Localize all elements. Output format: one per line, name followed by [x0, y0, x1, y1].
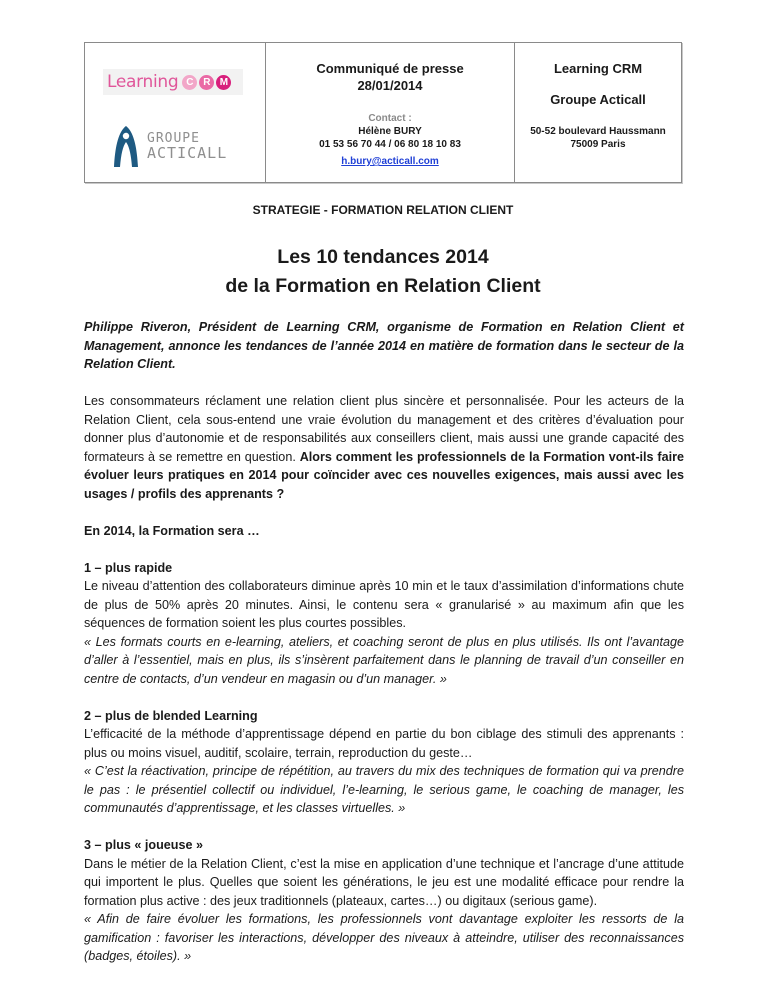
page-title [84, 243, 682, 301]
lead-paragraph [84, 392, 684, 503]
company-address-line1: 50-52 boulevard Haussmann [530, 126, 666, 137]
company-address-line2: 75009 Paris [570, 139, 626, 150]
lead-question: Alors comment les professionnels de la Formation vont-ils faire évoluer leurs pratiques en 2014 pour coïncider avec ces nouvelles exigences, mais aussi avec les usages / profils des apprenants ? [84, 449, 684, 501]
section-1 [84, 559, 684, 689]
logo-letter-m: M [216, 75, 231, 90]
section-title: 2 – plus de blended Learning [84, 708, 258, 723]
logo-letter-r: R [199, 75, 214, 90]
contact-email-link[interactable]: h.bury@acticall.com [341, 156, 439, 167]
section-text: L’efficacité de la méthode d’apprentissage dépend en partie du bon ciblage des stimuli des apprenants : plus ou moins visuel, auditif, scolaire, terrain, reproduction du geste… [84, 727, 684, 760]
section-quote: « C’est la réactivation, principe de répétition, au travers du mix des techniques de formation qui va prendre le pas : le présentiel collectif ou individuel, l’e-learning, le serious game, le coaching de manager, les communautés d’apprentissage, et les classes virtuelles. » [84, 764, 684, 815]
section-quote: « Les formats courts en e-learning, ateliers, et coaching seront de plus en plus utilisés. Ils ont l’avantage d’aller à l’essentiel, mais en plus, ils s’insèrent parfaitement dans le planning de travail d’un conseiller en centre de contacts, d’un vendeur en magasin ou d’un manager. » [84, 634, 684, 686]
section-2 [84, 707, 684, 818]
press-date: 28/01/2014 [357, 78, 423, 93]
contact-label: Contact : [368, 113, 412, 124]
contact-name: Hélène BURY [358, 126, 422, 137]
press-title: Communiqué de presse [316, 61, 464, 76]
intro-paragraph: Philippe Riveron, Président de Learning CRM, organisme de Formation en Relation Client et Management, annonce les tendances de l’année 2014 en matière de formation dans le secteur de la Relation Client. [84, 320, 684, 371]
section-title: 1 – plus rapide [84, 560, 173, 575]
logo-letter-c: C [182, 75, 197, 90]
section-quote: « Afin de faire évoluer les formations, les professionnels vont davantage exploiter les ressorts de la gamification : favoriser les interactions, développer des niveaux à atteindre, utiliser des reconnaissances (badges, étoiles). » [84, 912, 684, 963]
logos-cell [85, 43, 266, 182]
header-box [84, 42, 682, 183]
kicker: STRATEGIE - FORMATION RELATION CLIENT [252, 203, 514, 217]
acticall-line1: GROUPE [147, 131, 200, 146]
press-info-cell [266, 43, 515, 182]
company-group: Groupe Acticall [550, 92, 646, 107]
section-3 [84, 836, 684, 966]
logo-word: Learning [107, 72, 179, 92]
section-text: Le niveau d’attention des collaborateurs diminue après 10 min et le taux d’assimilation d’informations chute de plus de 50% après 20 minutes. Ainsi, le contenu sera « granularisé » au maximum afin que les séquences de formation soient les plus courtes possibles. [84, 579, 684, 630]
acticall-arch-icon [113, 124, 139, 168]
lead-text: Les consommateurs réclament une relation client plus sincère et personnalisée. Pour les acteurs de la Relation Client, cela sous-entend une vraie évolution du management et des critères d’évaluation pour donner plus d’autonomie et de responsabilités aux conseillers client, mais aussi une grande capacité des formateurs à se remettre en question. [84, 394, 684, 464]
acticall-logo [113, 123, 243, 169]
title-line1: Les 10 tendances 2014 [277, 246, 489, 268]
contact-phones: 01 53 56 70 44 / 06 80 18 10 83 [319, 139, 461, 150]
document-body [84, 318, 684, 984]
company-cell [515, 43, 681, 182]
acticall-line2: ACTICALL [147, 144, 228, 162]
company-name: Learning CRM [553, 61, 643, 76]
learning-crm-logo [103, 69, 243, 95]
transition-line: En 2014, la Formation sera … [84, 523, 260, 538]
title-line2: de la Formation en Relation Client [225, 275, 541, 297]
section-text: Dans le métier de la Relation Client, c’est la mise en application d’une technique et l’ancrage d’une attitude qui importent le plus. Quelles que soient les générations, le jeu est une modalité efficace pour rendre la formation plus active : des jeux traditionnels (plateaux, cartes…) ou digitaux (serious game). [84, 856, 684, 908]
section-title: 3 – plus « joueuse » [84, 838, 203, 852]
